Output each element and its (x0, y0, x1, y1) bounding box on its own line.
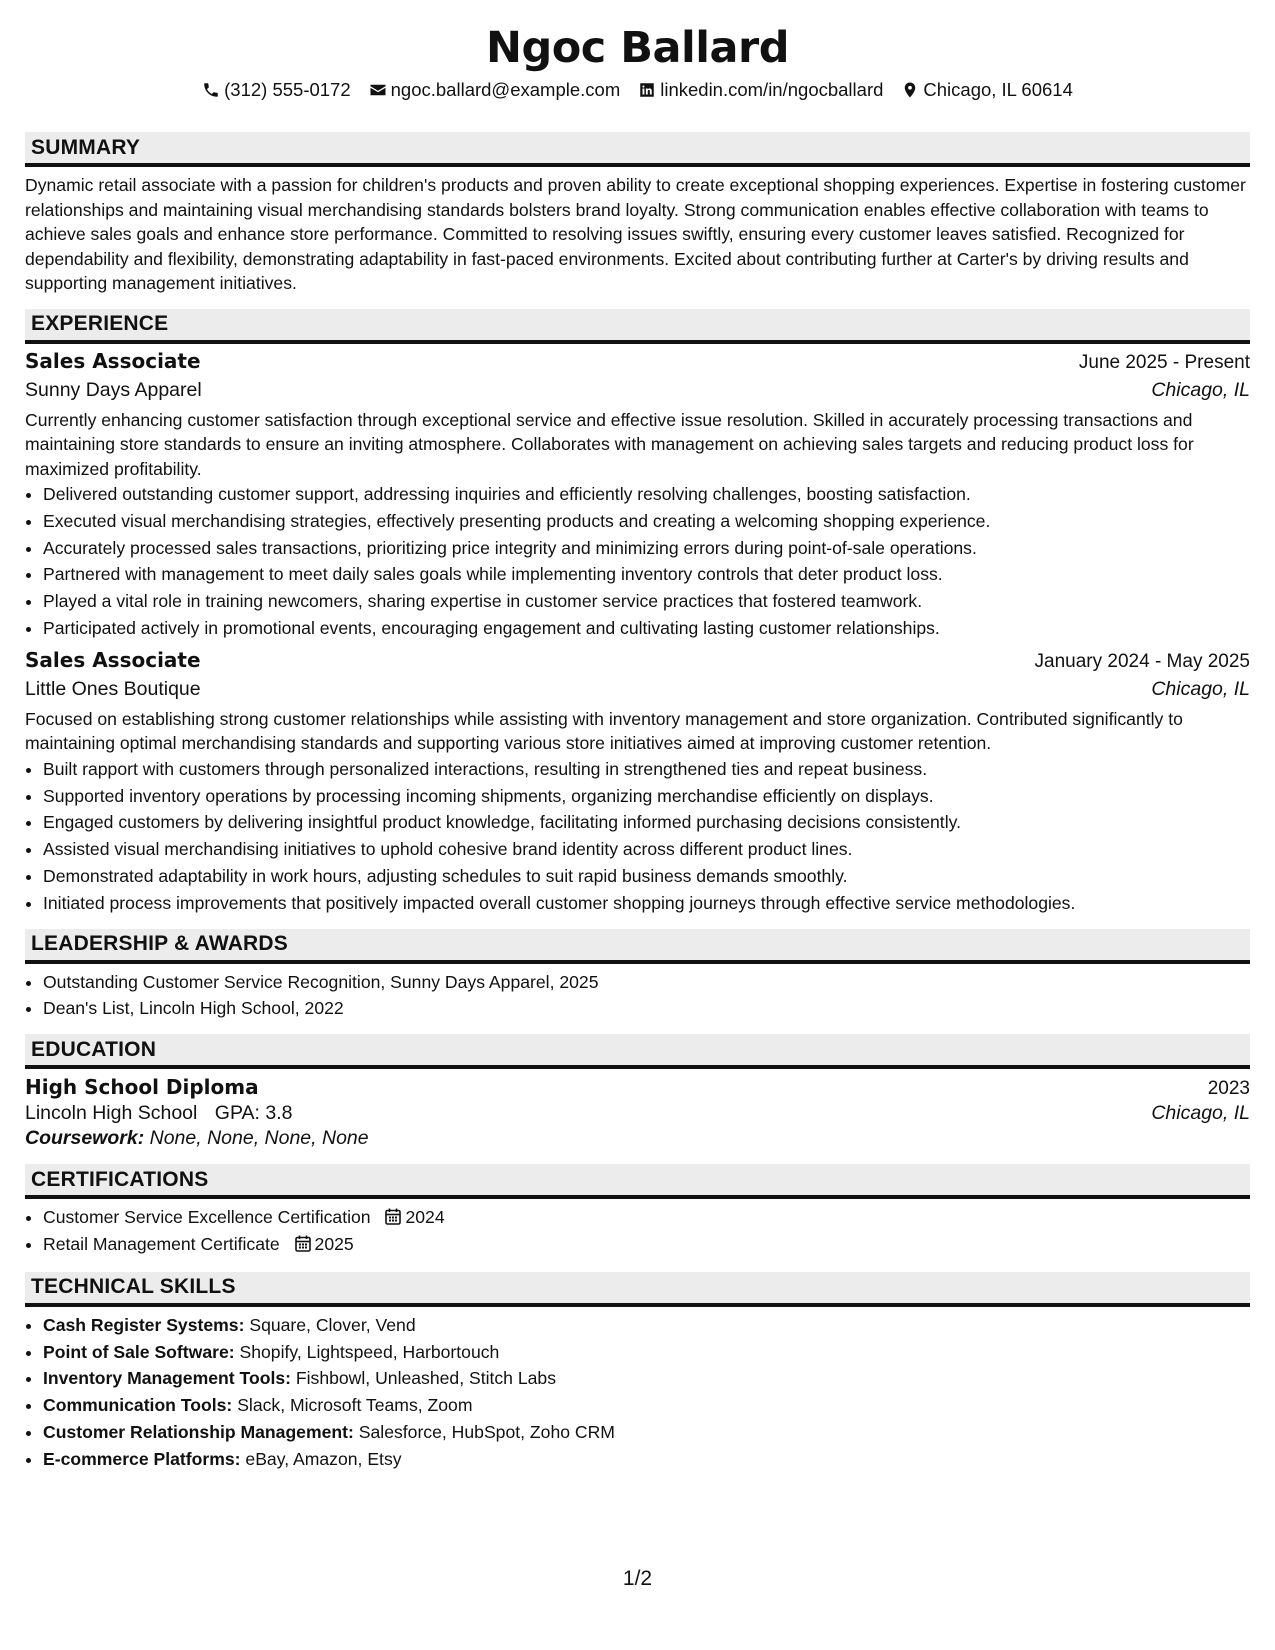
list-item (43, 1204, 1250, 1231)
certification-year: 2025 (314, 1233, 354, 1254)
job-header (25, 648, 1250, 673)
skill-label: Inventory Management Tools: (43, 1368, 291, 1389)
job-title: Sales Associate (25, 348, 201, 373)
skill-value: Square, Clover, Vend (249, 1314, 416, 1335)
education-header (25, 1075, 1250, 1100)
education-subheader (25, 1102, 1250, 1125)
job-description: Currently enhancing customer satisfaction through exceptional service and effective issue resolution. Skilled in accurately processing transactions and maintaining store standards to ensure an inviting atmosphere. Collaborates with management on achieving sales targets and reducing product loss for maximized profitability. (25, 409, 1194, 479)
list-item: • Outstanding Customer Service Recognition, Sunny Days Apparel, 2025 (43, 969, 1250, 996)
skill-value: eBay, Amazon, Etsy (245, 1448, 402, 1469)
gpa: GPA: 3.8 (214, 1102, 293, 1125)
skill-label: E-commerce Platforms: (43, 1448, 241, 1469)
list-item (43, 1392, 1250, 1419)
job-entry (25, 349, 1250, 642)
job-dates: June 2025 - Present (1078, 351, 1250, 373)
linkedin-text: linkedin.com/in/ngocballard (660, 79, 884, 100)
skill-label: Cash Register Systems: (43, 1314, 245, 1335)
education-entry (25, 1075, 1250, 1150)
list-item: • Supported inventory operations by processing incoming shipments, organizing merchandise efficiently on displays. (43, 783, 1250, 810)
list-item: • Engaged customers by delivering insightful product knowledge, facilitating informed purchasing decisions consistently. (43, 809, 1250, 836)
school-location: Chicago, IL (1151, 1102, 1250, 1125)
summary-heading: SUMMARY (25, 132, 1250, 167)
list-item: • Partnered with management to meet daily sales goals while implementing inventory controls that deter product loss. (43, 561, 1250, 588)
envelope-icon (369, 81, 387, 99)
list-item: • Participated actively in promotional events, encouraging engagement and cultivating lasting customer relationships. (43, 615, 1250, 642)
resume-page (25, 0, 1250, 1473)
job-header (25, 349, 1250, 374)
degree: High School Diploma (25, 1075, 259, 1100)
list-item: • Accurately processed sales transactions, prioritizing price integrity and minimizing errors during point-of-sale operations. (43, 535, 1250, 562)
list-item (43, 1419, 1250, 1446)
page-number: 1/2 (622, 1567, 653, 1590)
contact-phone[interactable] (202, 78, 351, 102)
skill-value: Shopify, Lightspeed, Harbortouch (239, 1341, 500, 1362)
list-item: • Played a vital role in training newcomers, sharing expertise in customer service practices that fostered teamwork. (43, 588, 1250, 615)
calendar-icon (295, 1235, 311, 1252)
list-item (43, 1365, 1250, 1392)
job-location: Chicago, IL (1151, 677, 1250, 700)
job-bullets (25, 481, 1250, 642)
certification-name: Retail Management Certificate (43, 1233, 280, 1254)
awards-heading: LEADERSHIP & AWARDS (25, 929, 1250, 964)
job-entry (25, 648, 1250, 917)
contact-bar (25, 78, 1250, 102)
education-heading: EDUCATION (25, 1034, 1250, 1069)
certification-name: Customer Service Excellence Certification (43, 1207, 371, 1228)
job-subheader (25, 379, 1250, 402)
job-dates: January 2024 - May 2025 (1034, 650, 1250, 672)
phone-icon (202, 81, 220, 99)
skills-heading: TECHNICAL SKILLS (25, 1272, 1250, 1307)
list-item: • Dean's List, Lincoln High School, 2022 (43, 995, 1250, 1022)
contact-email[interactable] (369, 78, 621, 102)
skill-label: Customer Relationship Management: (43, 1421, 354, 1442)
candidate-name: Ngoc Ballard (485, 23, 790, 73)
coursework-label: Coursework: (25, 1127, 145, 1150)
contact-location (901, 78, 1072, 102)
calendar-icon (385, 1208, 401, 1225)
job-bullets (25, 756, 1250, 917)
summary-text: Dynamic retail associate with a passion for children's products and proven ability to create exceptional shopping experiences. Expertise in fostering customer relationships and maintaining visual merchandising standards bolsters brand loyalty. Strong communication enables effective collaboration with teams to achieve sales goals and enhance store performance. Committed to resolving issues swiftly, ensuring every customer leaves satisfied. Recognized for dependability and flexibility, demonstrating adaptability in fast-paced environments. Excited about contributing further at Carter's by driving results and supporting management initiatives. (25, 175, 1246, 293)
list-item: • Assisted visual merchandising initiatives to uphold cohesive brand identity across different product lines. (43, 836, 1250, 863)
skill-value: Salesforce, HubSpot, Zoho CRM (358, 1421, 615, 1442)
list-item: • Initiated process improvements that positively impacted overall customer shopping journeys through effective service methodologies. (43, 890, 1250, 917)
list-item (43, 1446, 1250, 1473)
skills-list (25, 1312, 1250, 1473)
experience-heading: EXPERIENCE (25, 309, 1250, 344)
job-company: Little Ones Boutique (25, 677, 201, 700)
list-item: • Delivered outstanding customer support, addressing inquiries and efficiently resolving challenges, boosting satisfaction. (43, 481, 1250, 508)
certifications-list (25, 1204, 1250, 1258)
location-text: Chicago, IL 60614 (923, 79, 1073, 100)
list-item: • Executed visual merchandising strategies, effectively presenting products and creating a welcoming shopping experience. (43, 508, 1250, 535)
list-item (43, 1339, 1250, 1366)
coursework-value: None, None, None, None (149, 1127, 369, 1150)
list-item (43, 1231, 1250, 1258)
skill-value: Slack, Microsoft Teams, Zoom (237, 1395, 473, 1416)
job-location: Chicago, IL (1151, 378, 1250, 401)
certification-year: 2024 (405, 1207, 445, 1228)
skill-label: Communication Tools: (43, 1395, 233, 1416)
contact-linkedin[interactable] (638, 78, 883, 102)
map-pin-icon (901, 81, 919, 99)
skill-label: Point of Sale Software: (43, 1341, 235, 1362)
skill-value: Fishbowl, Unleashed, Stitch Labs (295, 1368, 557, 1389)
linkedin-icon (638, 81, 656, 99)
list-item (43, 1312, 1250, 1339)
job-title: Sales Associate (25, 647, 201, 672)
list-item: • Demonstrated adaptability in work hours, adjusting schedules to suit rapid business demands smoothly. (43, 863, 1250, 890)
coursework (25, 1127, 1250, 1150)
email-text: ngoc.ballard@example.com (390, 79, 621, 100)
phone-text: (312) 555-0172 (224, 79, 351, 100)
school-name: Lincoln High School (25, 1102, 198, 1125)
list-item: • Built rapport with customers through personalized interactions, resulting in strengthened ties and repeat business. (43, 756, 1250, 783)
job-company: Sunny Days Apparel (25, 378, 202, 401)
job-description: Focused on establishing strong customer relationships while assisting with inventory management and store organization. Contributed significantly to maintaining optimal merchandising standards and supporting various store initiatives aimed at improving customer retention. (25, 708, 1183, 754)
awards-list (25, 969, 1250, 1023)
graduation-year: 2023 (1207, 1078, 1250, 1100)
job-subheader (25, 678, 1250, 701)
certifications-heading: CERTIFICATIONS (25, 1164, 1250, 1199)
